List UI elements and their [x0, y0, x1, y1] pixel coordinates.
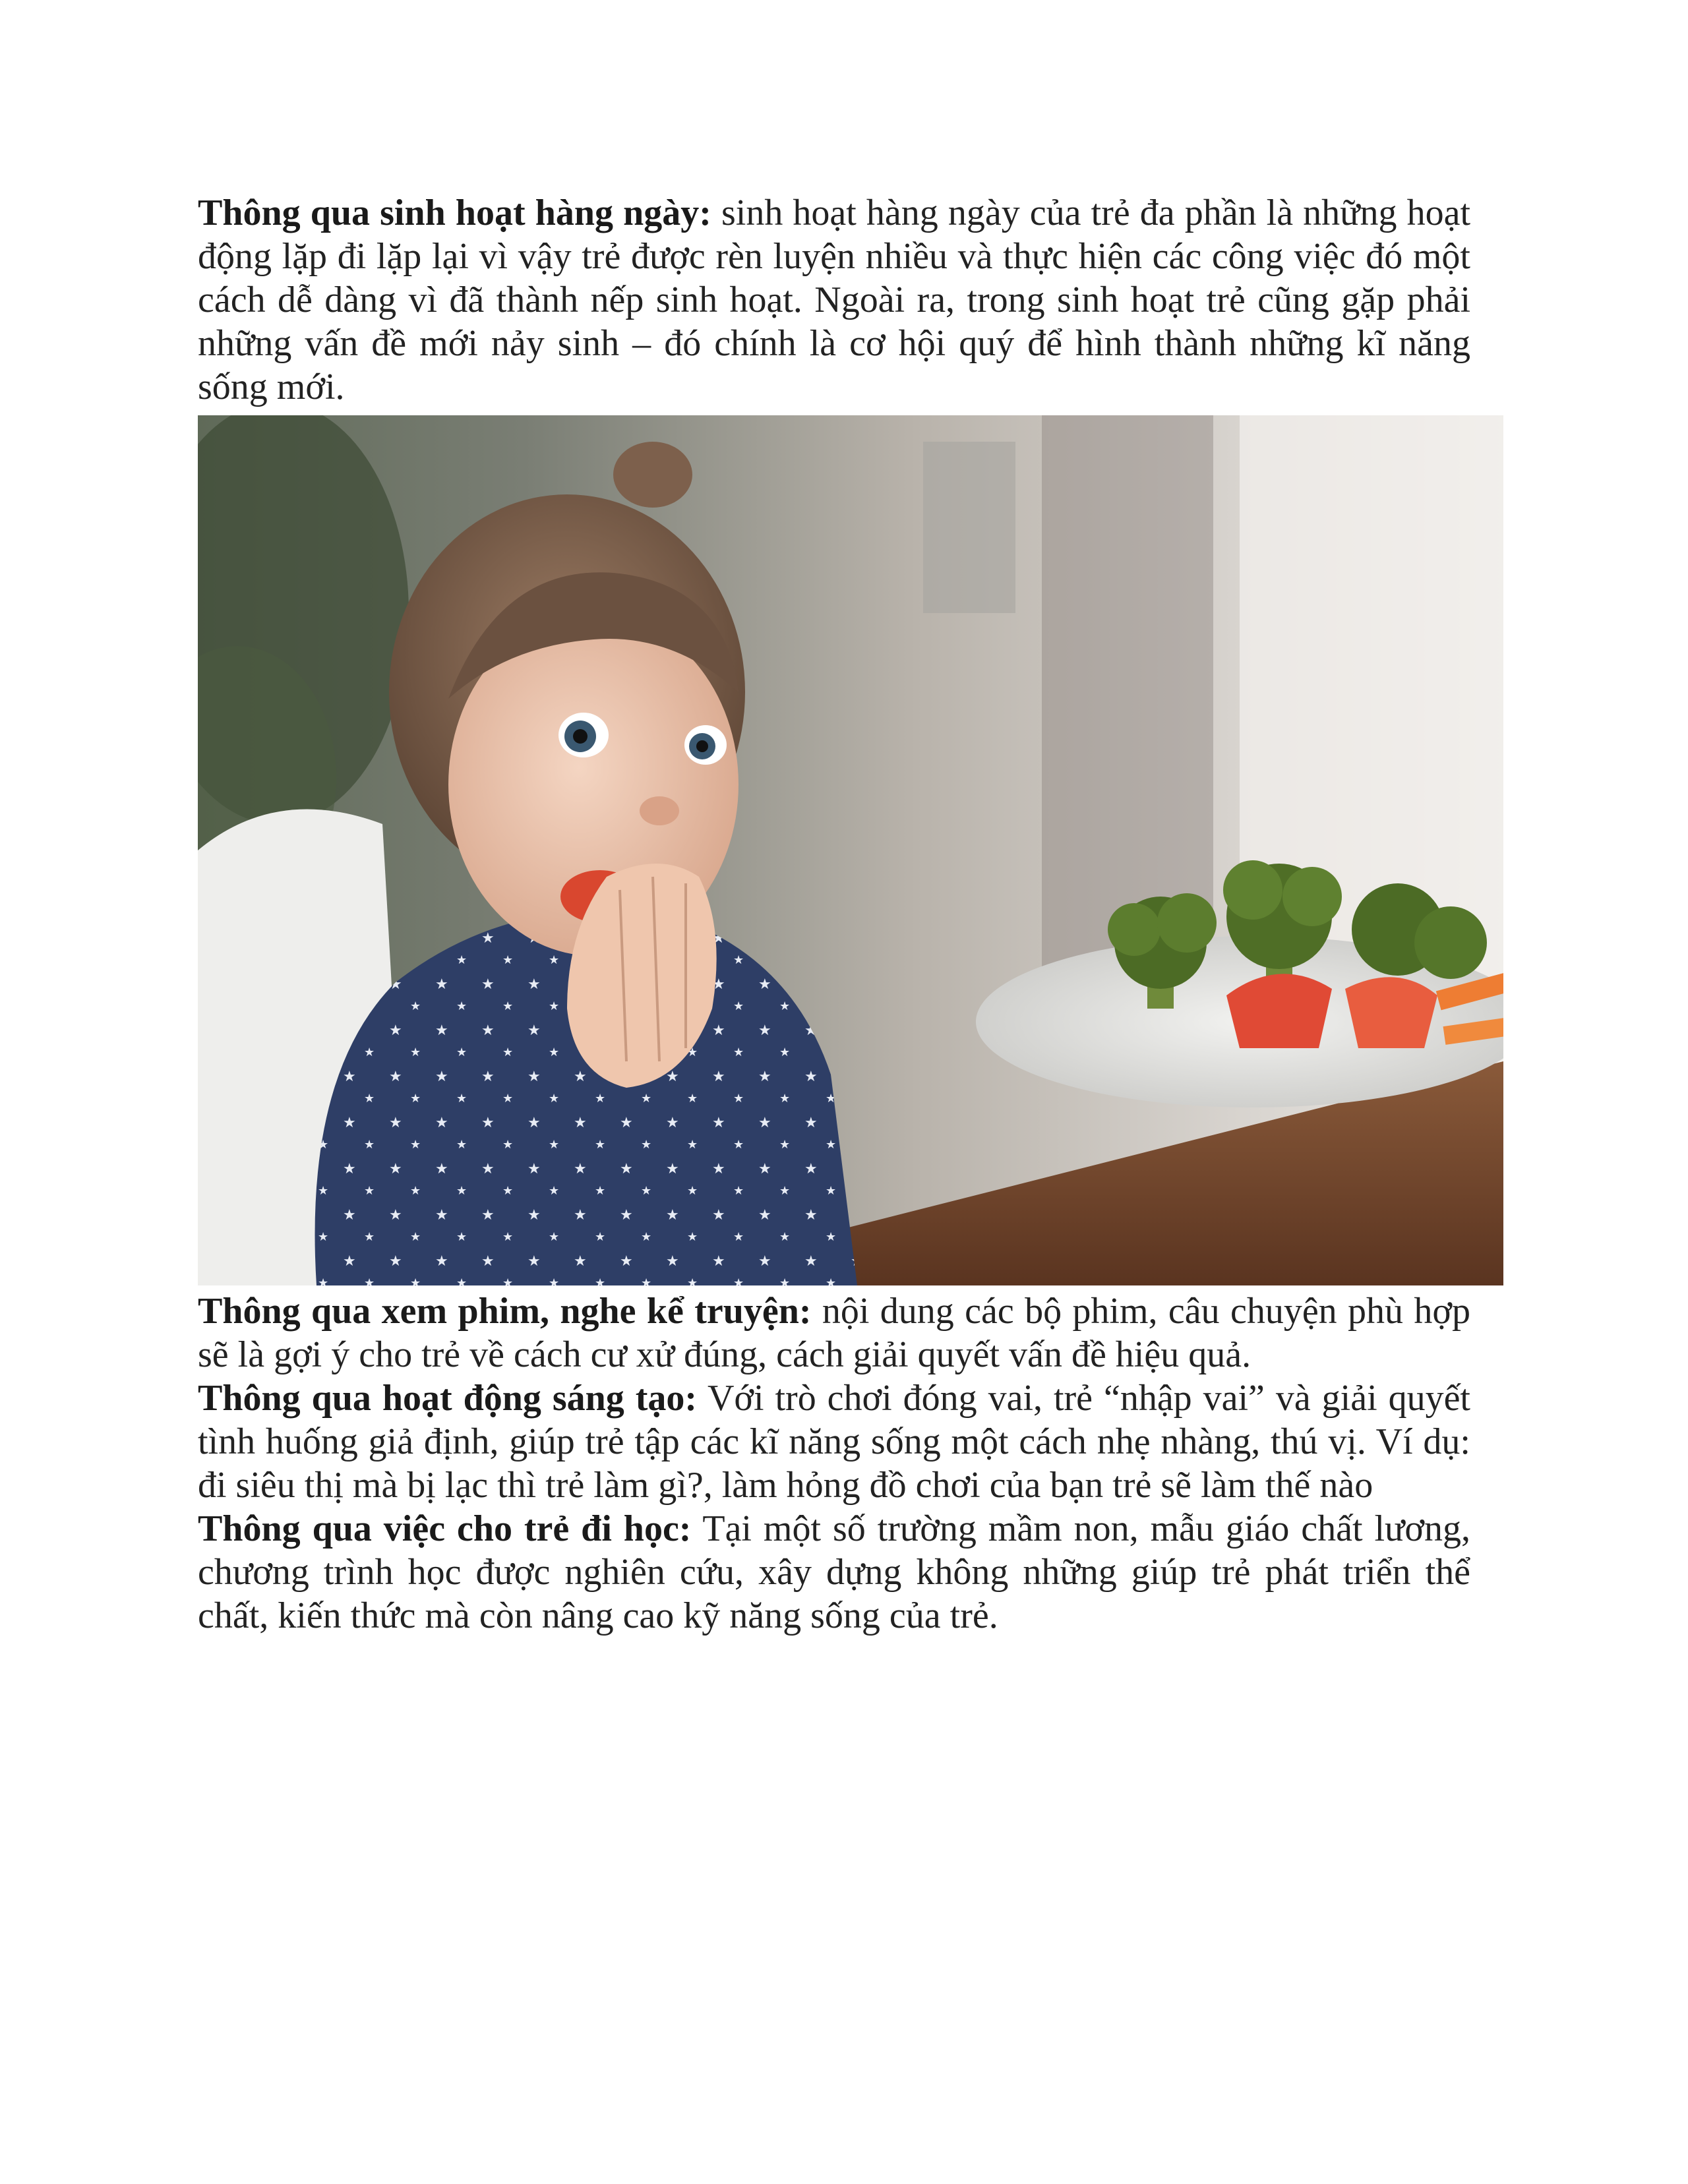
paragraph-lead: Thông qua việc cho trẻ đi học:	[198, 1508, 692, 1549]
paragraph-school	[198, 1507, 1470, 1638]
paragraph-text: nội dung các bộ phim, câu chuyện phù hợp sẽ là gợi ý cho trẻ về cách cư xử đúng, cách giải quyết vấn đề hiệu quả.	[198, 1291, 1470, 1375]
paragraph-text: Tại một số trường mầm non, mẫu giáo chất lương, chương trình học được nghiên cứu, xây dựng không những giúp trẻ phát triển thể chất, kiến thức mà còn nâng cao kỹ năng sống của trẻ.	[198, 1508, 1470, 1636]
paragraph-movies-stories	[198, 1289, 1470, 1376]
paragraph-text: Với trò chơi đóng vai, trẻ “nhập vai” và giải quyết tình huống giả định, giúp trẻ tập các kĩ năng sống một cách nhẹ nhàng, thú vị. Ví dụ: đi siêu thị mà bị lạc thì trẻ làm gì?, làm hỏng đồ chơi của bạn trẻ sẽ làm thế nào	[198, 1378, 1470, 1506]
paragraph-daily-activities	[198, 191, 1470, 409]
paragraph-lead: Thông qua hoạt động sáng tạo:	[198, 1378, 697, 1419]
photo-child-eating-vegetables	[198, 415, 1503, 1285]
paragraph-lead: Thông qua sinh hoạt hàng ngày:	[198, 192, 711, 233]
paragraph-lead: Thông qua xem phim, nghe kể truyện:	[198, 1291, 812, 1332]
paragraph-creative-activities	[198, 1376, 1470, 1507]
document-page	[198, 191, 1470, 1638]
paragraph-text: sinh hoạt hàng ngày của trẻ đa phần là những hoạt động lặp đi lặp lại vì vậy trẻ được rèn luyện nhiều và thực hiện các công việc đó một cách dễ dàng vì đã thành nếp sinh hoạt. Ngoài ra, trong sinh hoạt trẻ cũng gặp phải những vấn đề mới nảy sinh – đó chính là cơ hội quý để hình thành những kĩ năng sống mới.	[198, 192, 1470, 407]
